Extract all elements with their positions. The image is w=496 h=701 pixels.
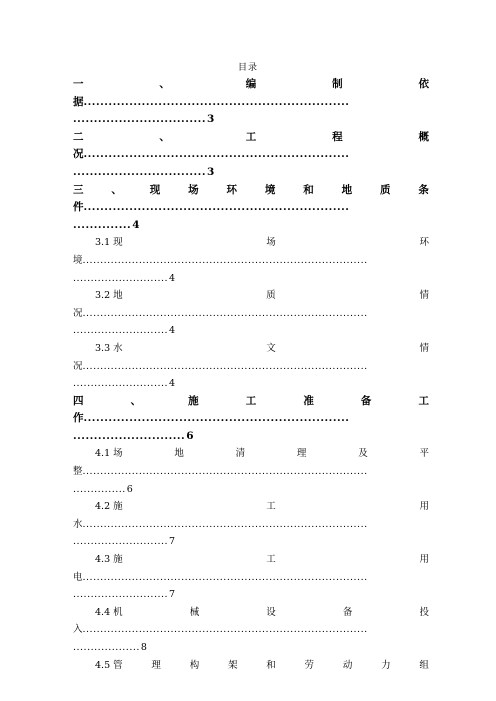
leader-dots: ................... — [73, 642, 140, 653]
toc-entry-heading-segment: 工 — [245, 130, 257, 143]
toc-entry-heading-segment: 组 — [419, 659, 429, 671]
toc-entry-heading-line — [73, 234, 429, 252]
toc-entry-heading-segment: 3.3 水 — [95, 342, 123, 354]
toc-entry-heading-segment: 、 — [159, 78, 170, 90]
toc-entry-heading-segment: 4.5 管 — [95, 659, 123, 671]
toc-entry-heading-segment: 平 — [419, 448, 429, 460]
leader-dots: ........................... — [73, 272, 169, 284]
toc-entry-heading-segment: 准 — [303, 394, 314, 407]
toc-entry-heading-segment: 3.1 现 — [95, 237, 123, 249]
toc-entry-heading-segment: 条 — [418, 183, 429, 196]
toc-entry-leader-line — [73, 305, 429, 323]
toc-entry-page-line — [73, 586, 429, 604]
toc-entry-heading-segment: 架 — [227, 659, 238, 671]
leader-dots: ................................................................ — [83, 95, 350, 108]
leader-dots: ............... — [73, 483, 126, 495]
toc-entry-heading-segment: 及 — [358, 448, 368, 460]
toc-entry[interactable] — [73, 340, 429, 393]
toc-entry-heading-segment: 4.4 机 — [95, 606, 123, 618]
toc-entry-heading-tail: 况 — [73, 307, 83, 319]
toc-entry-heading-segment: 动 — [342, 659, 353, 671]
toc-entry-heading-line — [73, 551, 429, 569]
toc-entry-leader-line — [73, 94, 429, 112]
toc-entry-page-number: 4 — [169, 325, 176, 337]
leader-dots: ........................... — [73, 429, 186, 442]
toc-entry-heading-segment: 编 — [245, 78, 257, 90]
toc-entry-leader-line — [73, 199, 429, 217]
toc-entry[interactable] — [73, 657, 429, 675]
toc-entry-heading-segment: 场 — [266, 237, 276, 249]
toc-entry-heading-line — [73, 340, 429, 358]
toc-entry-heading-segment: 施 — [188, 394, 199, 407]
toc-entry[interactable] — [73, 393, 429, 446]
toc-entry-heading-segment: 构 — [189, 659, 200, 671]
leader-dots: ................................................................................. — [82, 307, 368, 319]
toc-entry[interactable] — [73, 129, 429, 182]
toc-entry-page-number: 6 — [126, 483, 133, 495]
toc-entry-heading-line — [73, 657, 429, 675]
toc-entry-heading-tail: 电 — [73, 571, 83, 583]
toc-entry-heading-segment: 设 — [266, 606, 276, 618]
toc-entry[interactable] — [73, 76, 429, 129]
toc-entry-heading-segment: 备 — [360, 394, 372, 407]
toc-entry-page-number: 3 — [206, 165, 215, 178]
toc-entry-heading-segment: 和 — [266, 659, 276, 671]
toc-entry-heading-segment: 工 — [418, 394, 429, 407]
toc-entry-heading-line — [73, 182, 429, 200]
toc-entry-heading-tail: 件 — [73, 201, 84, 214]
leader-dots: ................................................................................. — [82, 360, 368, 372]
toc-entry-heading-segment: 现 — [149, 183, 161, 196]
toc-entry-heading-segment: 、 — [130, 394, 142, 407]
toc-entry-leader-line — [73, 358, 429, 376]
toc-entry-heading-tail: 据 — [73, 95, 84, 108]
toc-entry-heading-line — [73, 76, 429, 94]
toc-entry-leader-line — [73, 252, 429, 270]
leader-dots: ................................................................................. — [82, 571, 368, 583]
toc-entry-page-line — [73, 533, 429, 551]
toc-entry-heading-segment: 四 — [73, 394, 84, 407]
toc-entry-heading-tail: 境 — [73, 254, 83, 266]
leader-dots: .............. — [73, 218, 132, 231]
toc-entry-page-number: 7 — [169, 589, 176, 601]
toc-entry-page-line — [73, 375, 429, 393]
toc-entry-heading-line — [73, 445, 429, 463]
leader-dots: ................................................................................. — [82, 624, 368, 636]
leader-dots: ................................................................ — [83, 412, 350, 425]
toc-entry-page-number: 7 — [169, 536, 176, 548]
toc-entry-heading-segment: 质 — [266, 290, 276, 302]
toc-entry-heading-segment: 制 — [332, 78, 343, 90]
toc-entry-page-line — [73, 164, 429, 182]
leader-dots: ................................................................................. — [82, 518, 368, 530]
toc-entry-heading-segment: 力 — [381, 659, 391, 671]
toc-entry-heading-segment: 用 — [419, 554, 429, 566]
leader-dots: ........................... — [73, 589, 169, 601]
leader-dots: ................................ — [73, 165, 206, 178]
toc-entry-heading-segment: 劳 — [304, 659, 315, 671]
toc-entry-heading-segment: 4.2 施 — [95, 501, 123, 513]
toc-entry-page-line — [73, 428, 429, 446]
toc-entry-heading-segment: 质 — [380, 183, 391, 196]
toc-entry-heading-line — [73, 604, 429, 622]
toc-entry-page-line — [73, 270, 429, 288]
toc-entry-heading-segment: 境 — [264, 183, 276, 196]
toc-entry-page-number: 8 — [140, 642, 147, 653]
toc-entry-heading-line — [73, 393, 429, 411]
toc-entry-heading-segment: 文 — [266, 342, 276, 354]
leader-dots: ................................................................................. — [82, 466, 368, 478]
toc-entry-page-number: 4 — [169, 378, 176, 390]
toc-entry-heading-segment: 投 — [419, 606, 429, 618]
toc-entry-heading-segment: 4.1 场 — [95, 448, 123, 460]
toc-entry-heading-tail: 水 — [73, 518, 83, 530]
toc-entry-heading-tail: 作 — [73, 412, 84, 425]
toc-entry-heading-segment: 三 — [73, 183, 84, 196]
toc-entry-page-line — [73, 111, 429, 129]
toc-entry-heading-line — [73, 129, 429, 147]
toc-entry-heading-segment: 环 — [226, 183, 237, 196]
leader-dots: ........................... — [73, 378, 169, 390]
leader-dots: ................................................................ — [83, 148, 350, 161]
toc-entry[interactable] — [73, 234, 429, 287]
toc-entry[interactable] — [73, 182, 429, 235]
toc-entry-page-number: 6 — [186, 429, 194, 442]
toc-entry-heading-segment: 工 — [266, 501, 276, 513]
toc-entry-heading-segment: 和 — [303, 183, 314, 196]
toc-entry-heading-line — [73, 287, 429, 305]
toc-entry-heading-line — [73, 498, 429, 516]
leader-dots: ................................ — [73, 113, 206, 126]
toc-entry-heading-tail: 整 — [73, 466, 83, 478]
toc-entry-leader-line — [73, 146, 429, 164]
toc-entry-heading-segment: 、 — [111, 183, 122, 196]
toc-entry-heading-segment: 地 — [341, 183, 353, 196]
leader-dots: ........................... — [73, 325, 169, 337]
toc-entry-heading-segment: 依 — [418, 78, 429, 90]
toc-entry-leader-line — [73, 410, 429, 428]
toc-entry-heading-segment: 程 — [332, 130, 343, 143]
toc-entry-heading-tail: 况 — [73, 148, 84, 161]
toc-entry-heading-segment: 情 — [419, 290, 429, 302]
toc-entry-heading-segment: 工 — [266, 554, 276, 566]
toc-entry-page-number: 4 — [169, 272, 176, 284]
toc-entry-page-line — [73, 322, 429, 340]
toc-entry[interactable] — [73, 551, 429, 604]
toc-entry-page-number: 3 — [206, 113, 215, 126]
toc-entry-heading-segment: 二 — [73, 130, 84, 143]
toc-entry-page-line — [73, 217, 429, 235]
toc-entry-heading-segment: 工 — [245, 394, 257, 407]
toc-entry-heading-segment: 用 — [419, 501, 429, 513]
toc-entry-heading-tail: 入 — [73, 624, 83, 636]
toc-entry[interactable] — [73, 445, 429, 498]
toc-entry-heading-segment: 理 — [296, 448, 307, 460]
leader-dots: ................................................................................. — [82, 254, 368, 266]
toc-entry-page-number: 4 — [132, 218, 140, 231]
toc-entry-heading-tail: 况 — [73, 360, 83, 372]
toc-entry-heading-segment: 、 — [159, 130, 170, 143]
toc-entry-heading-segment: 4.3 施 — [95, 554, 123, 566]
toc-entry-leader-line — [73, 569, 429, 587]
toc-entry-leader-line — [73, 621, 429, 639]
toc-entry-heading-segment: 清 — [235, 448, 246, 460]
toc-entry[interactable] — [73, 604, 429, 657]
toc-entry-heading-segment: 3.2 地 — [95, 290, 123, 302]
toc-entry-heading-segment: 械 — [189, 606, 200, 618]
toc-entry-heading-segment: 地 — [174, 448, 184, 460]
toc-entry-heading-segment: 环 — [419, 237, 429, 249]
leader-dots: ........................... — [73, 536, 169, 548]
toc-entry-page-line — [73, 639, 429, 657]
table-of-contents — [73, 76, 429, 674]
toc-entry-leader-line — [73, 516, 429, 534]
toc-title: 目录 — [237, 63, 258, 73]
toc-entry-heading-segment: 场 — [188, 183, 199, 196]
toc-entry[interactable] — [73, 287, 429, 340]
toc-entry[interactable] — [73, 498, 429, 551]
toc-entry-heading-segment: 备 — [342, 606, 353, 618]
toc-entry-heading-segment: 一 — [73, 78, 84, 90]
toc-entry-heading-segment: 理 — [151, 659, 161, 671]
toc-entry-heading-segment: 情 — [419, 342, 429, 354]
toc-entry-heading-segment: 概 — [418, 130, 429, 143]
toc-entry-leader-line — [73, 463, 429, 481]
leader-dots: ................................................................ — [83, 201, 350, 214]
toc-entry-page-line — [73, 481, 429, 499]
